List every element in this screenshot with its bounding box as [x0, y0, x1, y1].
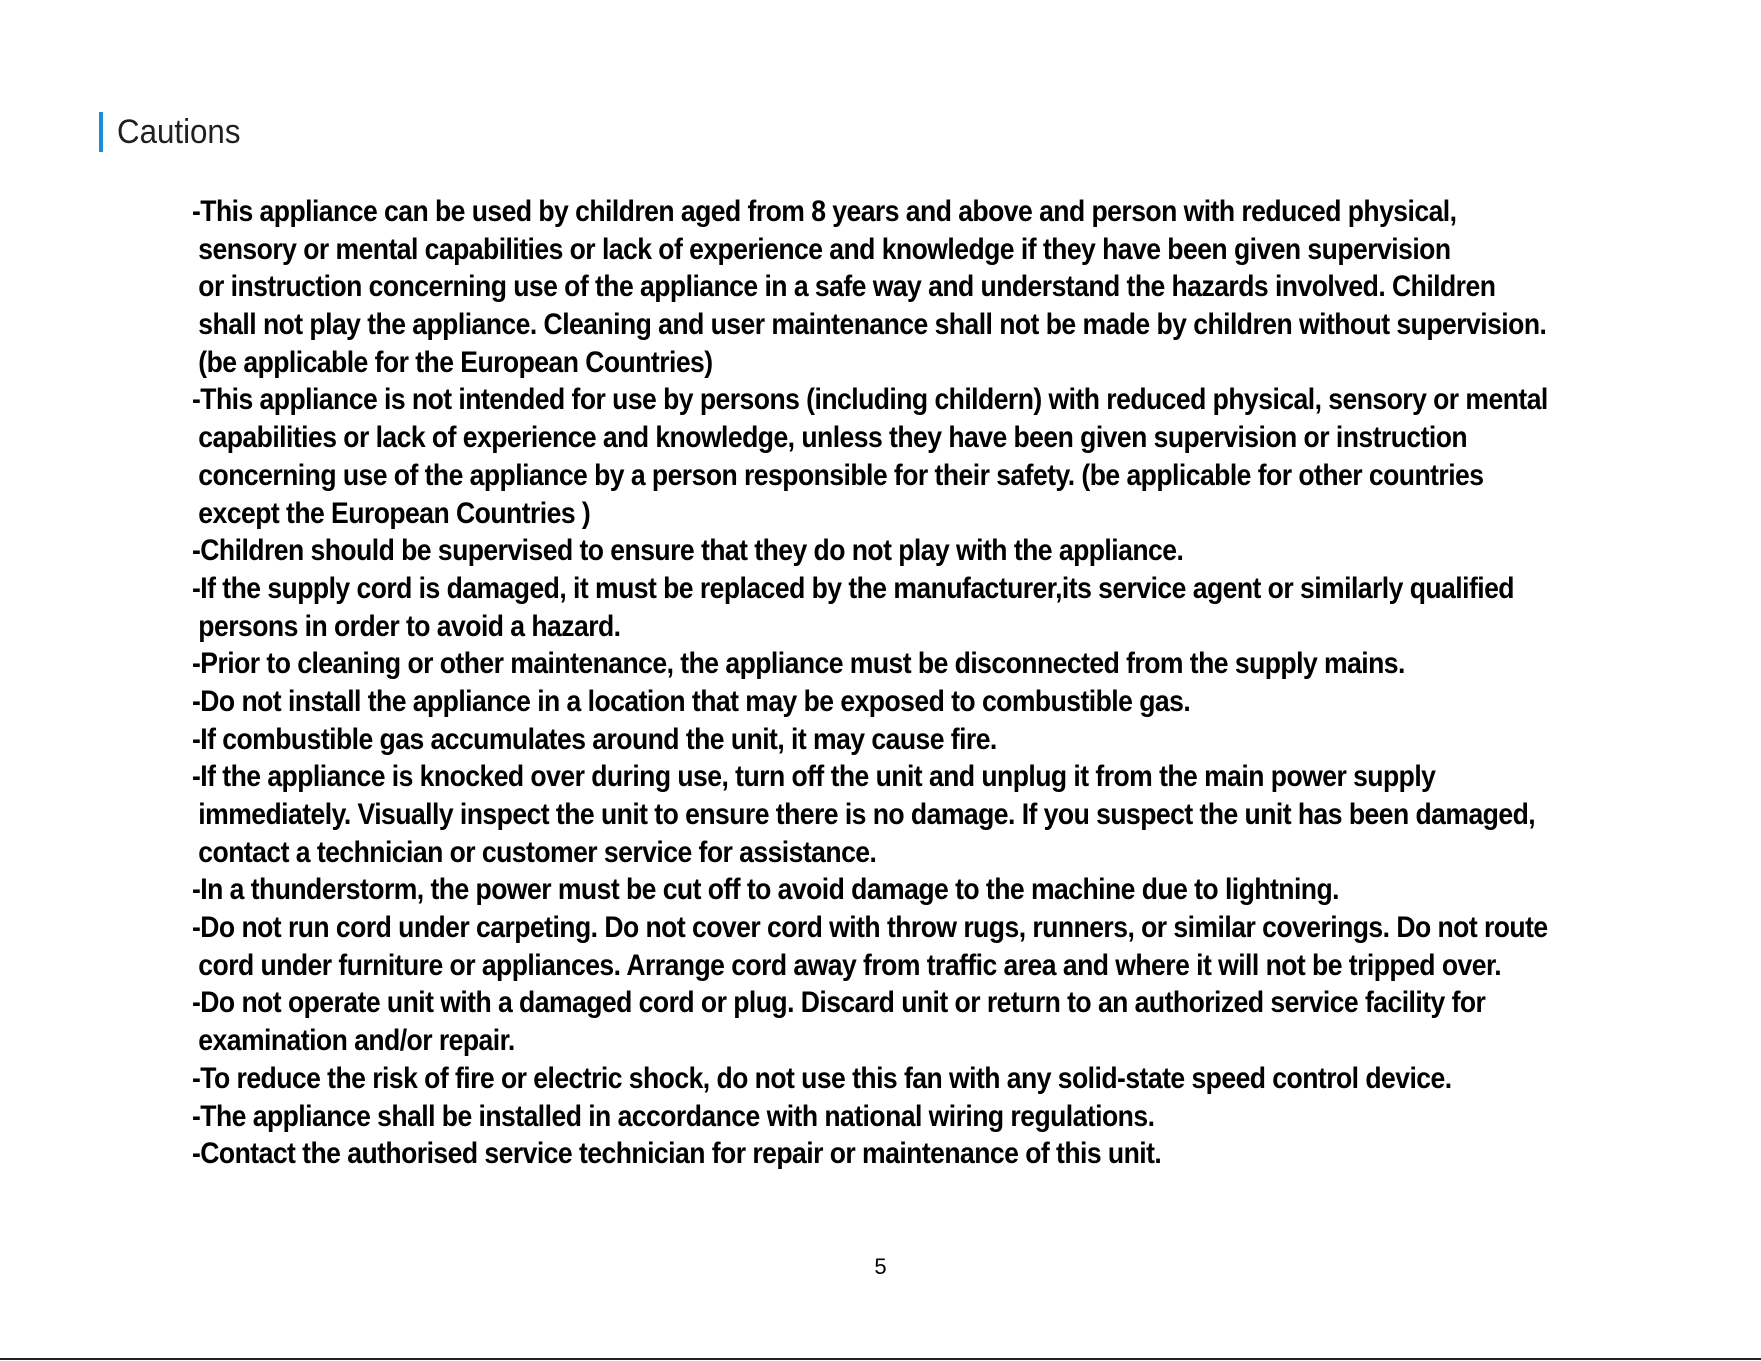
- text-line: capabilities or lack of experience and knowledge, unless they have been given supervision or instruction: [198, 421, 1468, 455]
- text-line: -Do not operate unit with a damaged cord or plug. Discard unit or return to an authorized service facility for: [192, 986, 1486, 1020]
- section-title: Cautions: [117, 112, 241, 151]
- text-line: -Children should be supervised to ensure that they do not play with the appliance.: [192, 534, 1184, 568]
- text-line: -Prior to cleaning or other maintenance, the appliance must be disconnected from the supply mains.: [192, 647, 1405, 681]
- text-line: -This appliance is not intended for use by persons (including childern) with reduced physical, sensory or mental: [192, 383, 1548, 417]
- text-line: -Contact the authorised service technician for repair or maintenance of this unit.: [192, 1137, 1162, 1171]
- page-number: 5: [874, 1254, 887, 1279]
- section-header: [99, 110, 251, 154]
- text-line: -Do not run cord under carpeting. Do not cover cord with throw rugs, runners, or similar coverings. Do not route: [192, 911, 1548, 945]
- text-line: except the European Countries ): [198, 496, 591, 530]
- text-line: -The appliance shall be installed in accordance with national wiring regulations.: [192, 1099, 1155, 1133]
- text-line: persons in order to avoid a hazard.: [198, 609, 621, 643]
- text-line: (be applicable for the European Countries): [198, 345, 713, 379]
- text-line: -To reduce the risk of fire or electric shock, do not use this fan with any solid-state speed control device.: [192, 1061, 1452, 1095]
- text-line: -If the appliance is knocked over during use, turn off the unit and unplug it from the main power supply: [192, 760, 1436, 794]
- text-line: concerning use of the appliance by a person responsible for their safety. (be applicable for other countries: [198, 458, 1484, 492]
- text-line: contact a technician or customer service for assistance.: [198, 835, 877, 869]
- text-line: -If combustible gas accumulates around the unit, it may cause fire.: [192, 722, 997, 756]
- text-line: -In a thunderstorm, the power must be cut off to avoid damage to the machine due to lightning.: [192, 873, 1339, 907]
- text-line: sensory or mental capabilities or lack of experience and knowledge if they have been given supervision: [198, 232, 1451, 266]
- text-line: immediately. Visually inspect the unit to ensure there is no damage. If you suspect the unit has been damaged,: [198, 798, 1536, 831]
- text-line: examination and/or repair.: [198, 1024, 515, 1058]
- cautions-text: [192, 193, 1712, 1173]
- text-line: -Do not install the appliance in a location that may be exposed to combustible gas.: [192, 684, 1191, 718]
- bottom-divider: [0, 1358, 1761, 1360]
- accent-bar: [99, 112, 103, 152]
- text-line: cord under furniture or appliances. Arrange cord away from traffic area and where it will not be tripped over.: [198, 948, 1502, 982]
- text-line: or instruction concerning use of the appliance in a safe way and understand the hazards involved. Children: [198, 270, 1496, 304]
- text-line: shall not play the appliance. Cleaning and user maintenance shall not be made by children without supervision.: [198, 308, 1547, 342]
- text-line: -If the supply cord is damaged, it must be replaced by the manufacturer,its service agent or similarly qualified: [192, 571, 1515, 605]
- text-line: -This appliance can be used by children aged from 8 years and above and person with reduced physical,: [192, 195, 1457, 228]
